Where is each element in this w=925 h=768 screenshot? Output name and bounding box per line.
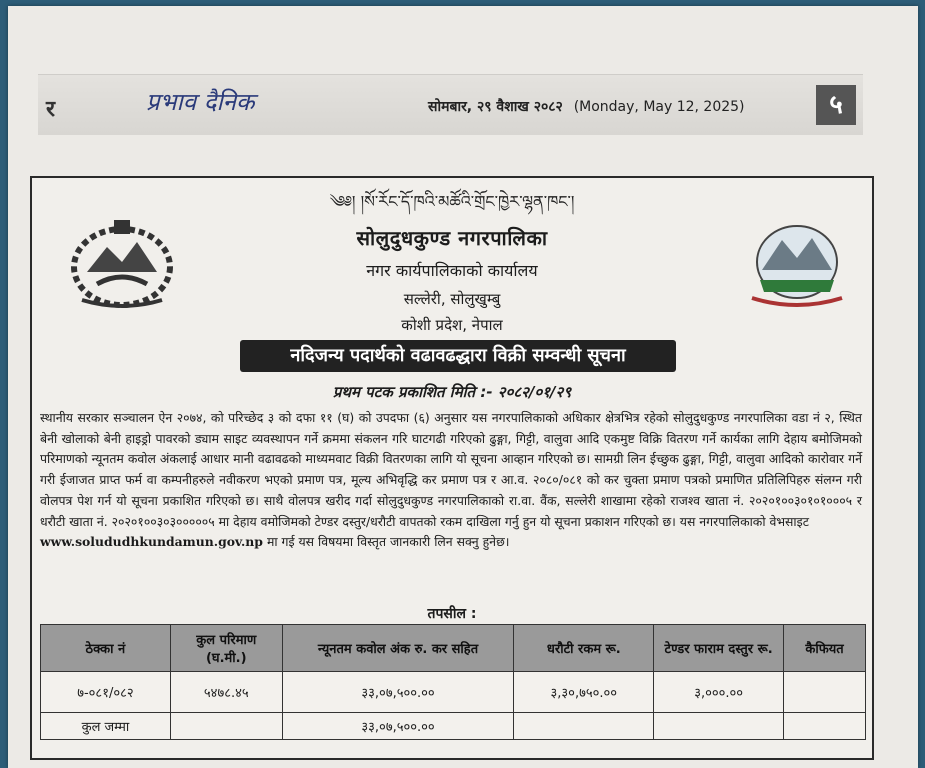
- notice-body-end: मा गई यस विषयमा विस्तृत जानकारी लिन सक्नु हुनेछ।: [266, 534, 510, 550]
- office-location: सल्लेरी, सोलुखुम्बु: [403, 290, 501, 308]
- cell-contract-no: ७-०८१/०८२: [41, 672, 171, 713]
- org-block: [32, 224, 872, 335]
- org-name: सोलुदुधकुण्ड नगरपालिका: [356, 226, 548, 250]
- cell-min-bid: ३३,०७,५००.००: [282, 672, 514, 713]
- website-link[interactable]: www.solududhkundamun.gov.np: [40, 534, 263, 550]
- newspaper-page: [8, 6, 918, 768]
- notice-title: नदिजन्य पदार्थको वढावढद्धारा विक्री सम्वन्धी सूचना: [240, 340, 676, 372]
- publication-name: प्रभाव दैनिक: [146, 88, 255, 116]
- header-total-quantity: कुल परिमाण (घ.मी.): [170, 625, 282, 672]
- notice-body-text: स्थानीय सरकार सञ्चालन ऐन २०७४, को परिच्छेद ३ को दफा ११ (घ) को उपदफा (६) अनुसार यस नगरपालिकाको अधिकार क्षेत्रभित्र रहेको सोलुदुधकुण्ड नगरपालिका वडा नं २, स्थित बेनी खोलाको बेनी हाइड्रो पावरको ड्याम साइट व्यवस्थापन गर्ने क्रममा संकलन गरि घाटगढी गरिएको ढुङ्गा, गिट्टी, वालुवा आदि एकमुष्ट विक्रि वितरण गर्ने कार्यका लागि देहाय बमोजिमको परिमाणको न्यूनतम कवोल अंकलाई आधार मानी वढावढको माध्यमवाट विक्री वितरणका लागि यो सूचना आव्हान गरिएको छ। सामग्री लिन ईच्छुक ढुङ्गा, गिट्टी, वालुवा आदिको कारोवार गर्ने गरी ईजाजत प्राप्त फर्म वा कम्पनीहरुले नवीकरण भएको प्रमाण पत्र, मूल्य अभिवृद्धि कर प्रमाण पत्र र आ.व. २०८०/०८१ को कर चुक्ता प्रमाण पत्रको प्रमाणित प्रतिलिपिहरु संलग्न गरी वोलपत्र पेश गर्न यो सूचना प्रकाशित गरिएको छ। साथै वोलपत्र खरीद गर्दा सोलुदुधकुण्ड नगरपालिकाको रा.वा. वैंक, सल्लेरी शाखामा रहेको राजश्व खाता नं. २०२०१००३०१०१०००५ र धरौटी खाता नं. २०२०१००३०३०००००५ मा देहाय वमोजिमको टेण्डर दस्तुर/धरौटी वापतको रकम दाखिला गर्नु हुन यो सूचना प्रकाशन गरिएको छ। यस नगरपालिकाको वेभसाइट: [40, 410, 862, 529]
- page-number: ५: [816, 85, 856, 125]
- public-notice: [30, 176, 874, 760]
- table-total-row: [41, 713, 866, 740]
- header-remarks: कैफियत: [784, 625, 866, 672]
- date-nepali: सोमबार, २९ वैशाख २०८२: [428, 99, 563, 115]
- notice-body: [40, 408, 862, 553]
- total-deposit: [514, 713, 654, 740]
- header-date: [428, 97, 745, 116]
- table-heading: तपसील :: [427, 606, 477, 622]
- cell-tender-fee: ३,०००.००: [654, 672, 784, 713]
- header-contract-no: ठेक्का नं: [41, 625, 171, 672]
- newspaper-header: [38, 74, 863, 135]
- header-deposit: धरौटी रकम रू.: [514, 625, 654, 672]
- header-fragment: र: [46, 97, 55, 122]
- tibetan-heading: ༄༅། །སོ་རོང་དོ་ཁའི་མཚོའི་གྲོང་ཁྱེར་ལྷན་ཁང་།: [329, 192, 575, 211]
- total-min-bid: ३३,०७,५००.००: [282, 713, 514, 740]
- office-province: कोशी प्रदेश, नेपाल: [401, 316, 503, 334]
- total-label: कुल जम्मा: [41, 713, 171, 740]
- table-row: [41, 672, 866, 713]
- date-english: (Monday, May 12, 2025): [573, 99, 745, 115]
- cell-remarks: [784, 672, 866, 713]
- office-name: नगर कार्यपालिकाको कार्यालय: [366, 261, 538, 280]
- total-quantity: [170, 713, 282, 740]
- details-table: [40, 624, 866, 740]
- table-header-row: [41, 625, 866, 672]
- cell-total-quantity: ५४७८.४५: [170, 672, 282, 713]
- total-tender-fee: [654, 713, 784, 740]
- published-date: प्रथम पटक प्रकाशित मिति :- २०८२/०१/२९: [332, 383, 572, 401]
- total-remarks: [784, 713, 866, 740]
- cell-deposit: ३,३०,७५०.००: [514, 672, 654, 713]
- header-tender-fee: टेण्डर फाराम दस्तुर रू.: [654, 625, 784, 672]
- header-min-bid: न्यूनतम कवोल अंक रु. कर सहित: [282, 625, 514, 672]
